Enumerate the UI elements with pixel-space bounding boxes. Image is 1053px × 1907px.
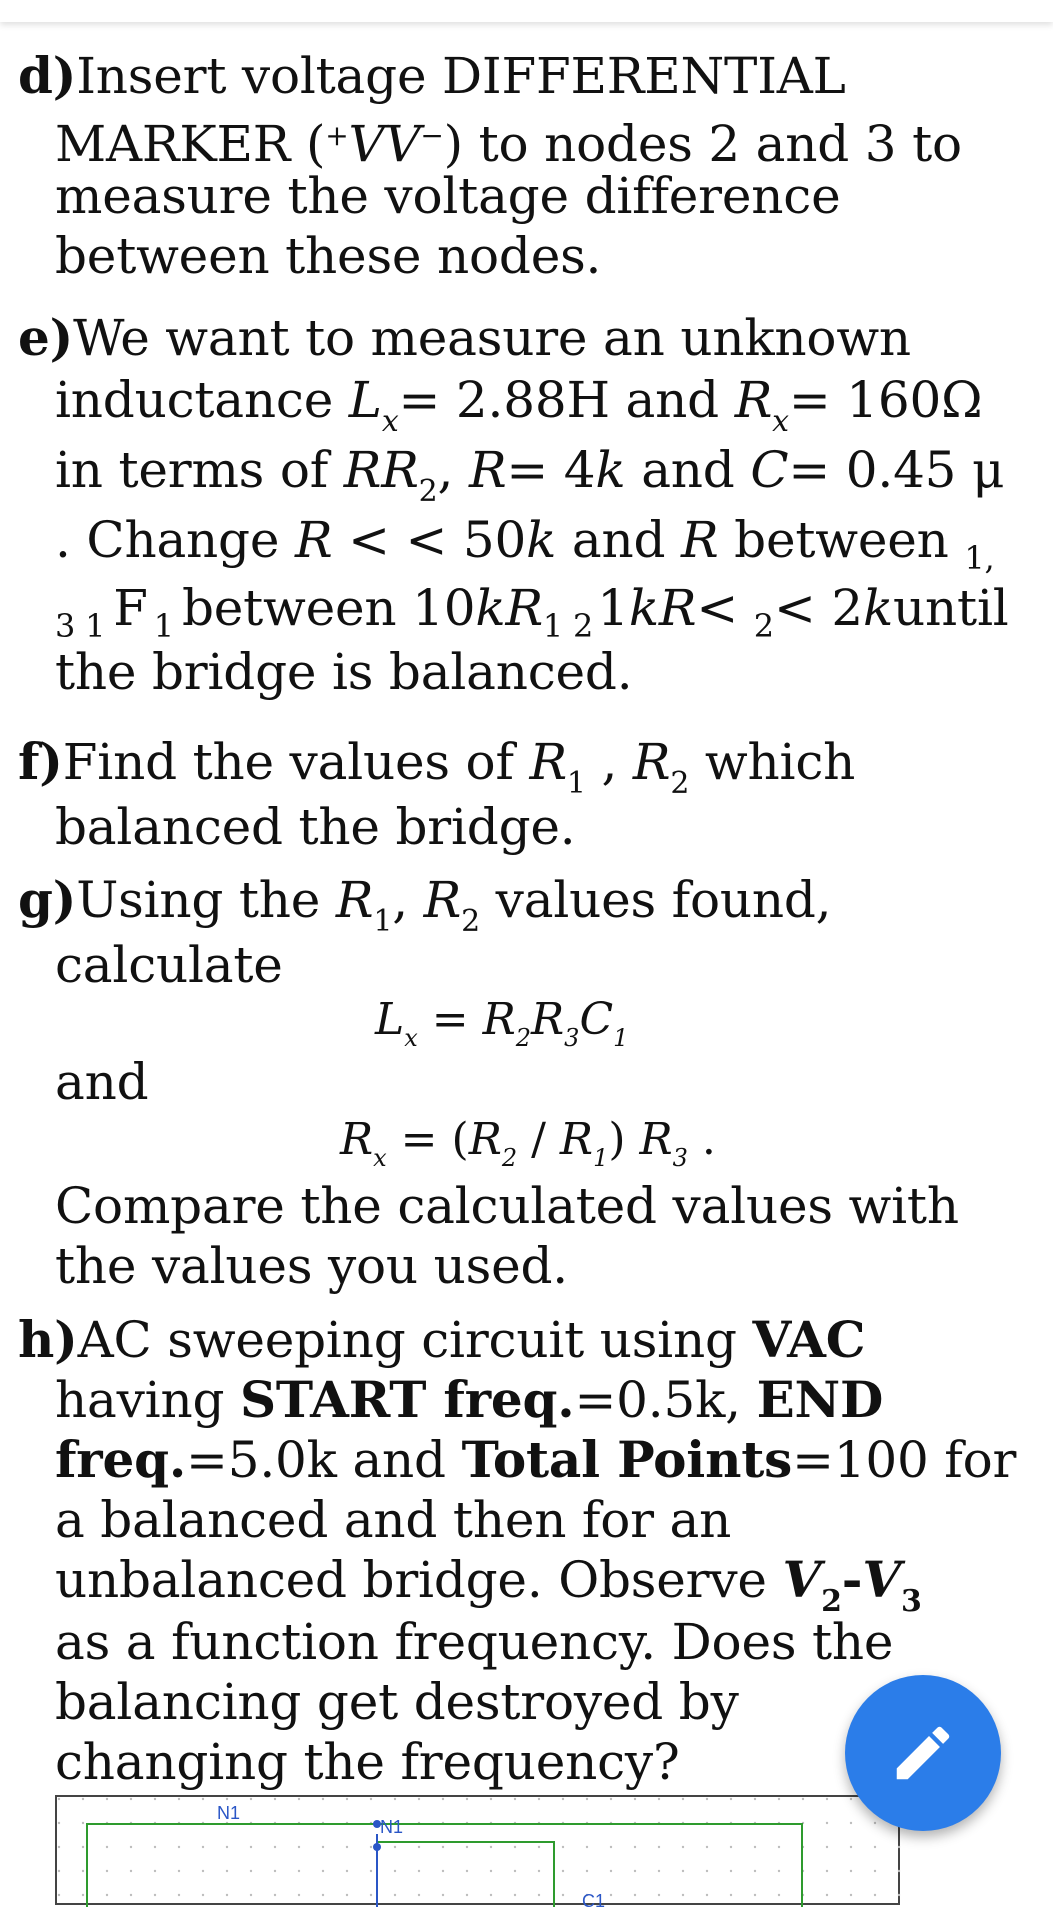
node-label-mid: N1 — [380, 1817, 404, 1837]
item-h-line-7: balancing get destroyed by — [55, 1673, 739, 1731]
t: RR — [343, 441, 419, 499]
t: 3 1 — [55, 607, 106, 645]
t: 1 — [593, 1144, 609, 1172]
t: = 2.88H and — [398, 371, 735, 429]
t: 3 — [900, 1584, 922, 1619]
item-h-line-4: a balanced and then for an — [55, 1491, 732, 1549]
t: =0.5k, — [574, 1371, 757, 1429]
pencil-icon — [888, 1718, 958, 1788]
t: R — [482, 994, 516, 1045]
t: kR — [475, 579, 543, 637]
t: and — [556, 511, 682, 569]
item-d-line-4: between these nodes. — [55, 227, 602, 285]
t: = — [417, 994, 483, 1045]
t: and — [625, 441, 751, 499]
t: values found, — [479, 871, 832, 929]
item-f-line-2: balanced the bridge. — [55, 798, 576, 856]
item-d-text-2b: ) to nodes 2 and 3 to — [443, 115, 962, 173]
t: L — [375, 994, 405, 1045]
item-d-label: d) — [18, 46, 77, 105]
t: R — [335, 871, 374, 929]
t: k — [595, 441, 626, 499]
t: V — [782, 1550, 822, 1609]
t: between — [718, 511, 965, 569]
item-e-line-6: the bridge is balanced. — [55, 643, 633, 701]
t: 1, — [964, 539, 995, 577]
t: / — [517, 1114, 560, 1165]
t: x — [381, 404, 399, 439]
t: , — [437, 441, 469, 499]
item-g-line-2: calculate — [55, 936, 283, 994]
t: R — [423, 871, 462, 929]
t: 2 — [670, 766, 690, 801]
t: R — [639, 1114, 673, 1165]
node-label-left: N1 — [217, 1803, 241, 1823]
t: until — [893, 579, 1009, 637]
plus-sup: + — [325, 119, 349, 152]
t: inductance — [55, 371, 349, 429]
t: 1 — [566, 766, 586, 801]
item-h-line-1 — [18, 1310, 865, 1370]
circuit-drawing — [57, 1797, 902, 1907]
t: 2 — [515, 1024, 532, 1052]
t: in terms of — [55, 441, 344, 499]
item-g-label: g) — [18, 870, 77, 929]
item-d-line-2 — [55, 106, 962, 174]
t: =100 for — [792, 1431, 1017, 1489]
t: x — [373, 1144, 387, 1172]
item-f-label: f) — [18, 732, 63, 791]
item-h-line-6: as a function frequency. Does the — [55, 1613, 894, 1671]
t: k — [526, 511, 557, 569]
item-e-line-1 — [18, 308, 911, 368]
t: which — [689, 733, 856, 791]
t: V — [862, 1550, 901, 1609]
t: 1 — [597, 579, 629, 637]
t: =5.0k and — [186, 1431, 462, 1489]
item-e-line-4 — [55, 510, 994, 588]
t: 3 — [672, 1144, 688, 1172]
t: Find the values of — [62, 733, 530, 791]
circuit-schematic-image — [55, 1795, 900, 1905]
t: 2 — [501, 1144, 518, 1172]
t: R — [531, 994, 565, 1045]
t: . Change — [55, 511, 295, 569]
item-e-label: e) — [18, 308, 74, 367]
t: < < 50 — [332, 511, 527, 569]
t: 2 — [418, 474, 438, 509]
t: x — [772, 404, 789, 439]
t: R — [294, 511, 333, 569]
t: = 160Ω — [788, 371, 983, 429]
item-h-line-8: changing the frequency? — [55, 1733, 680, 1791]
item-e-text-1: We want to measure an unknown — [73, 309, 911, 367]
t: , — [585, 733, 633, 791]
t: F — [113, 579, 148, 637]
t: k — [862, 579, 894, 637]
t: = 4 — [506, 441, 596, 499]
formula-lx — [375, 992, 628, 1066]
t: R — [529, 733, 567, 791]
item-g-line-4: the values you used. — [55, 1237, 568, 1295]
t: 2 — [821, 1584, 842, 1619]
t: 1 — [153, 607, 174, 645]
t: , — [392, 871, 424, 929]
t: R — [340, 1114, 374, 1165]
t: Using the — [76, 871, 336, 929]
t: 2 — [461, 904, 480, 939]
t: . — [687, 1114, 716, 1165]
t: Total Points — [461, 1430, 793, 1489]
t: freq. — [55, 1430, 187, 1489]
item-h-label: h) — [18, 1310, 78, 1369]
t: L — [348, 371, 382, 429]
t: x — [404, 1024, 418, 1052]
t: START freq. — [239, 1370, 575, 1429]
formula-rx — [340, 1112, 716, 1186]
t: < 2 — [773, 579, 863, 637]
item-d-text-2a: MARKER ( — [55, 115, 326, 173]
t: between 10 — [181, 579, 476, 637]
t: R — [734, 371, 773, 429]
item-g-and: and — [55, 1053, 149, 1111]
t: R — [632, 733, 671, 791]
cap-label: C1 — [582, 1891, 606, 1907]
t: - — [841, 1550, 863, 1609]
t: having — [55, 1371, 240, 1429]
t: R — [681, 511, 719, 569]
t: 1 — [613, 1024, 629, 1052]
t: < — [696, 579, 754, 637]
t: C — [750, 441, 789, 499]
top-app-bar — [0, 0, 1053, 22]
t: END — [756, 1370, 884, 1429]
t: 3 — [564, 1024, 580, 1052]
t: 2 — [753, 607, 774, 645]
t: = 0.45 μ — [788, 441, 1005, 499]
vv-marker: VV — [348, 115, 421, 173]
t: C — [579, 994, 614, 1045]
minus-sup: − — [420, 119, 444, 152]
item-h-line-2 — [55, 1370, 883, 1430]
t: VAC — [752, 1310, 866, 1369]
edit-fab-button[interactable] — [845, 1675, 1001, 1831]
item-d-line-1 — [18, 46, 846, 106]
item-g-line-3: Compare the calculated values with — [55, 1177, 959, 1235]
t: R — [468, 1114, 502, 1165]
t: kR — [628, 579, 697, 637]
t: unbalanced bridge. Observe — [55, 1551, 783, 1609]
t: ) — [608, 1114, 640, 1165]
item-h-line-3 — [55, 1430, 1016, 1490]
t: R — [468, 441, 507, 499]
t: 1 — [373, 904, 393, 939]
item-d-line-3: measure the voltage difference — [55, 167, 841, 225]
t: R — [559, 1114, 594, 1165]
t: AC sweeping circuit using — [77, 1311, 753, 1369]
item-d-text-1: Insert voltage DIFFERENTIAL — [76, 47, 846, 105]
t: 1 2 — [542, 607, 594, 645]
node-dot-mid — [373, 1843, 381, 1851]
t: = ( — [386, 1114, 469, 1165]
